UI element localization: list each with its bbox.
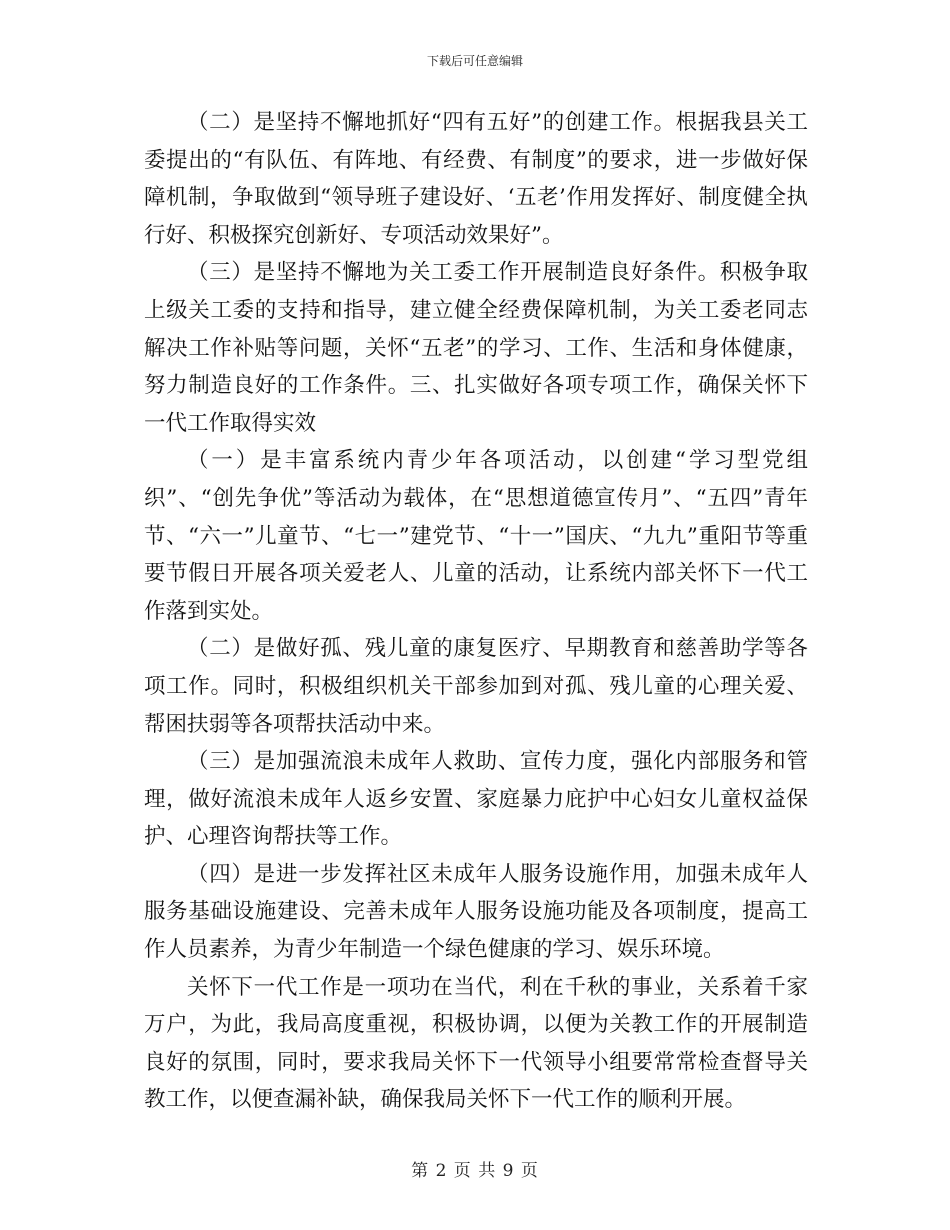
paragraph: （三）是坚持不懈地为关工委工作开展制造良好条件。积极争取上级关工委的支持和指导，建立健全经费保障机制，为关工委老同志解决工作补贴等问题，关怀“五老”的学习、工作、生活和身体健康，努力制造良好的工作条件。三、扎实做好各项专项工作，确保关怀下一代工作取得实效	[144, 260, 808, 436]
paragraph: （二）是坚持不懈地抓好“四有五好”的创建工作。根据我县关工委提出的“有队伍、有阵地、有经费、有制度”的要求，进一步做好保障机制，争取做到“领导班子建设好、‘五老’作用发挥好、制度健全执行好、积极探究创新好、专项活动效果好”。	[144, 110, 808, 248]
page-header: 下载后可任意编辑	[426, 54, 523, 68]
paragraph: （四）是进一步发挥社区未成年人服务设施作用，加强未成年人服务基础设施建设、完善未成年人服务设施功能及各项制度，提高工作人员素养，为青少年制造一个绿色健康的学习、娱乐环境。	[144, 861, 808, 963]
paragraph: 关怀下一代工作是一项功在当代，利在千秋的事业，关系着千家万户，为此，我局高度重视，积极协调，以便为关教工作的开展制造良好的氛围，同时，要求我局关怀下一代领导小组要常常检查督导关教工作，以便查漏补缺，确保我局关怀下一代工作的顺利开展。	[144, 974, 808, 1113]
paragraph: （二）是做好孤、残儿童的康复医疗、早期教育和慈善助学等各项工作。同时，积极组织机关干部参加到对孤、残儿童的心理关爱、帮困扶弱等各项帮扶活动中来。	[144, 636, 808, 737]
page-number-footer: 第 2 页 共 9 页	[411, 1161, 539, 1181]
paragraph: （三）是加强流浪未成年人救助、宣传力度，强化内部服务和管理，做好流浪未成年人返乡安置、家庭暴力庇护中心妇女儿童权益保护、心理咨询帮扶等工作。	[144, 749, 808, 850]
document-body	[144, 104, 808, 1119]
paragraph: （一）是丰富系统内青少年各项活动，以创建“学习型党组织”、“创先争优”等活动为载体，在“思想道德宣传月”、“五四”青年节、“六一”儿童节、“七一”建党节、“十一”国庆、“九九”重阳节等重要节假日开展各项关爱老人、儿童的活动，让系统内部关怀下一代工作落到实处。	[144, 448, 808, 624]
